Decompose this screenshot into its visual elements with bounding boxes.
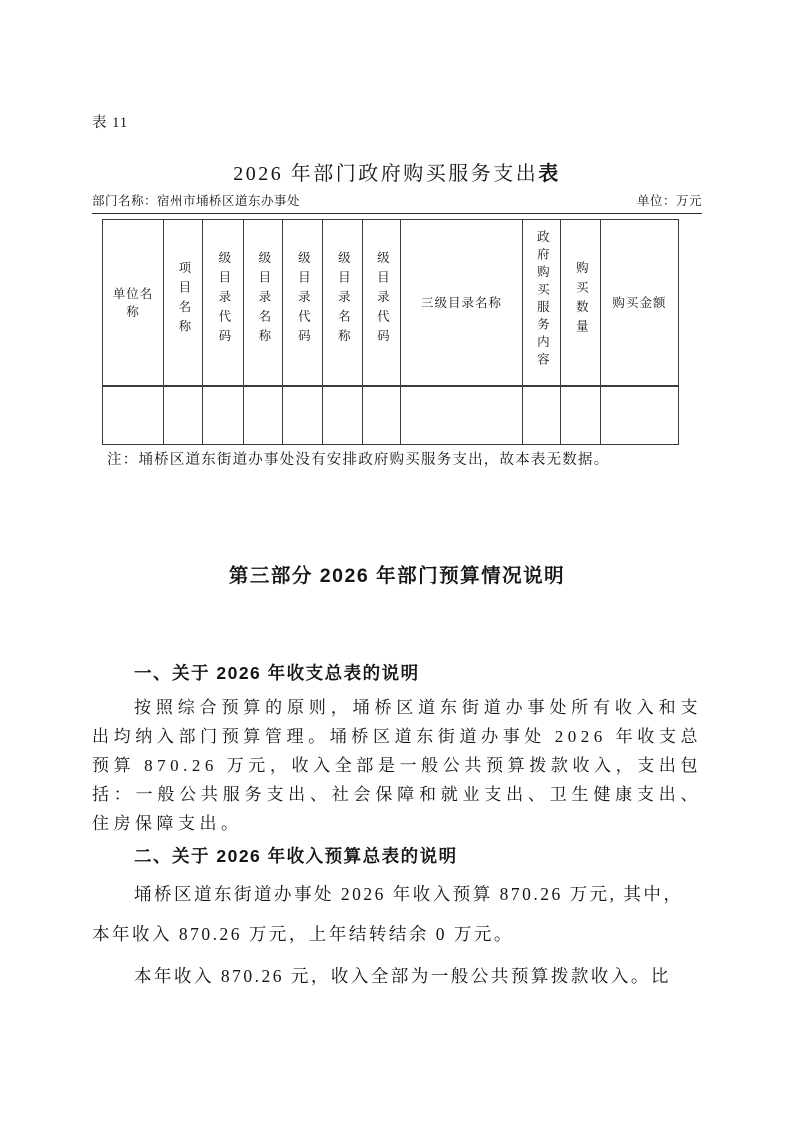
- column-header-unit-name: 单位名 称: [103, 219, 164, 386]
- section-two-heading: 二、关于 2026 年收入预算总表的说明: [134, 846, 458, 867]
- column-header-project-name: 项目名称: [164, 219, 203, 386]
- part-three-title: 第三部分 2026 年部门预算情况说明: [228, 565, 566, 588]
- unit-label: 单位：万元: [636, 194, 702, 209]
- table-number-label: 表 11: [92, 115, 129, 131]
- section-two-paragraph-1: 埇桥区道东街道办事处 2026 年收入预算 870.26 万元, 其中，本年收入 870.26 万元，上年结转结余 0 万元。: [92, 884, 684, 945]
- column-header-third-level-catalog-name: 三级目录名称: [401, 219, 523, 386]
- empty-data-cell: [103, 386, 164, 445]
- empty-data-cell: [203, 386, 244, 445]
- table-empty-data-row: [103, 386, 679, 445]
- purchase-services-table: [102, 219, 679, 445]
- section-one-paragraph: 按照综合预算的原则，埇桥区道东街道办事处所有收入和支出均纳入部门预算管理。埇桥区道东街道办事处 2026 年收支总预算 870.26 万元，收入全部是一般公共预算拨款收入，支出包括：一般公共服务支出、社会保障和就业支出、卫生健康支出、住房保障支出。: [92, 698, 702, 834]
- empty-data-cell: [323, 386, 363, 445]
- empty-data-cell: [401, 386, 523, 445]
- empty-data-cell: [164, 386, 203, 445]
- table-meta-row: [92, 193, 702, 213]
- document-title-main: 2026 年部门政府购买服务支出: [233, 163, 539, 186]
- department-name-label: 部门名称：宿州市埇桥区道东办事处: [92, 194, 301, 209]
- table-header-row: [103, 219, 679, 386]
- section-one-heading: 一、关于 2026 年收支总表的说明: [134, 663, 420, 684]
- column-header-level-catalog-code-1: 级目录代码: [203, 219, 244, 386]
- column-header-purchase-amount: 购买金额: [601, 219, 679, 386]
- column-header-purchase-service-content: 政府购买服务内容: [523, 219, 561, 386]
- empty-data-cell: [244, 386, 283, 445]
- column-header-level-catalog-code-2: 级目录代码: [283, 219, 323, 386]
- empty-data-cell: [601, 386, 679, 445]
- empty-data-cell: [363, 386, 401, 445]
- column-header-purchase-quantity: 购买数量: [561, 219, 601, 386]
- document-title-suffix: 表: [538, 163, 561, 186]
- column-header-level-catalog-name-1: 级目录名称: [244, 219, 283, 386]
- document-title: [92, 161, 702, 188]
- table-footnote: 注：埇桥区道东街道办事处没有安排政府购买服务支出，故本表无数据。: [107, 451, 610, 468]
- column-header-level-catalog-code-3: 级目录代码: [363, 219, 401, 386]
- empty-data-cell: [523, 386, 561, 445]
- empty-data-cell: [561, 386, 601, 445]
- column-header-level-catalog-name-2: 级目录名称: [323, 219, 363, 386]
- empty-data-cell: [283, 386, 323, 445]
- section-two-paragraph-2: 本年收入 870.26 元，收入全部为一般公共预算拨款收入。比: [134, 966, 671, 987]
